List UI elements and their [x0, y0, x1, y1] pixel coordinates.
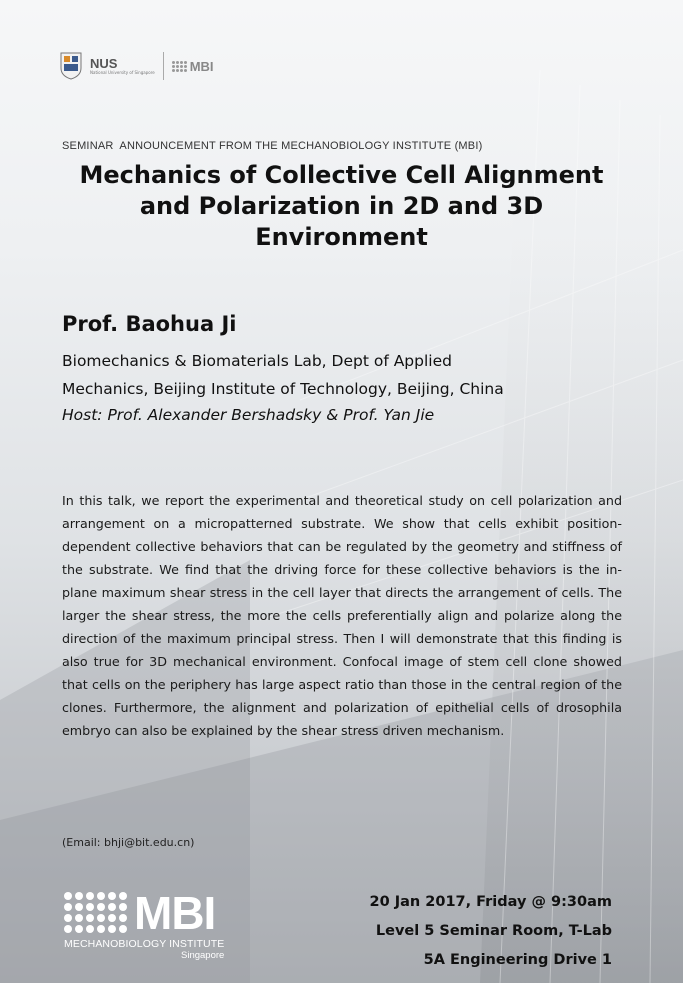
mbi-dot-grid-icon: [64, 892, 128, 934]
seminar-title: [30, 160, 653, 253]
title-line-2: and Polarization in 2D and 3D: [139, 192, 544, 220]
mbi-logo-text: MBI: [134, 887, 216, 939]
logo-divider: [163, 52, 164, 80]
nus-crest-icon: [60, 52, 82, 80]
speaker-name: Prof. Baohua Ji: [62, 312, 237, 336]
title-line-3: Environment: [255, 223, 428, 251]
mbi-dot-grid-icon: [172, 61, 187, 72]
abstract-text: In this talk, we report the experimental and theoretical study on cell polarization and arrangement on a micropatterned substrate. We show that cells exhibit position-dependent collective behaviors that can be regulated by the geometry and stiffness of the substrate. We find that the driving force for these collective behaviors is the in-plane maximum shear stress in the cell layer that directs the arrangement of cells. The larger the shear stress, the more the cells preferentially align and polarize along the direction of the maximum principal stress. Then I will demonstrate that this finding is also true for 3D mechanical environment. Confocal image of stem cell clone showed that cells on the periphery has large aspect ratio than those in the central region of the clones. Furthermore, the alignment and polarization of epithelial cells of drosophila embryo can also be explained by the shear stress driven mechanism.: [62, 493, 622, 738]
title-line-1: Mechanics of Collective Cell Alignment: [79, 161, 604, 189]
event-details: [369, 888, 612, 975]
event-venue: Level 5 Seminar Room, T-Lab: [375, 923, 612, 939]
speaker-affiliation: [62, 347, 662, 403]
speaker-email: (Email: bhji@bit.edu.cn): [62, 836, 195, 849]
nus-logo: [90, 57, 155, 75]
mbi-country: Singapore: [181, 950, 225, 961]
event-address: 5A Engineering Drive 1: [423, 952, 612, 968]
affiliation-line-2: Mechanics, Beijing Institute of Technology, Beijing, China: [62, 380, 504, 398]
mbi-small-logo: [172, 59, 214, 74]
mbi-small-logo-text: MBI: [189, 58, 214, 74]
nus-logo-text: NUS: [90, 56, 118, 71]
mbi-footer-logo: [64, 887, 225, 961]
host-line: Host: Prof. Alexander Bershadsky & Prof. Yan Jie: [62, 406, 435, 424]
announcement-line: SEMINAR ANNOUNCEMENT FROM THE MECHANOBIOLOGY INSTITUTE (MBI): [62, 140, 483, 152]
event-date-time: 20 Jan 2017, Friday @ 9:30am: [369, 894, 612, 910]
nus-logo-subtext: National University of Singapore: [90, 70, 155, 75]
mbi-institute-name: MECHANOBIOLOGY INSTITUTE: [64, 938, 225, 950]
affiliation-line-1: Biomechanics & Biomaterials Lab, Dept of Applied: [62, 352, 452, 370]
header-logos: [60, 52, 214, 80]
